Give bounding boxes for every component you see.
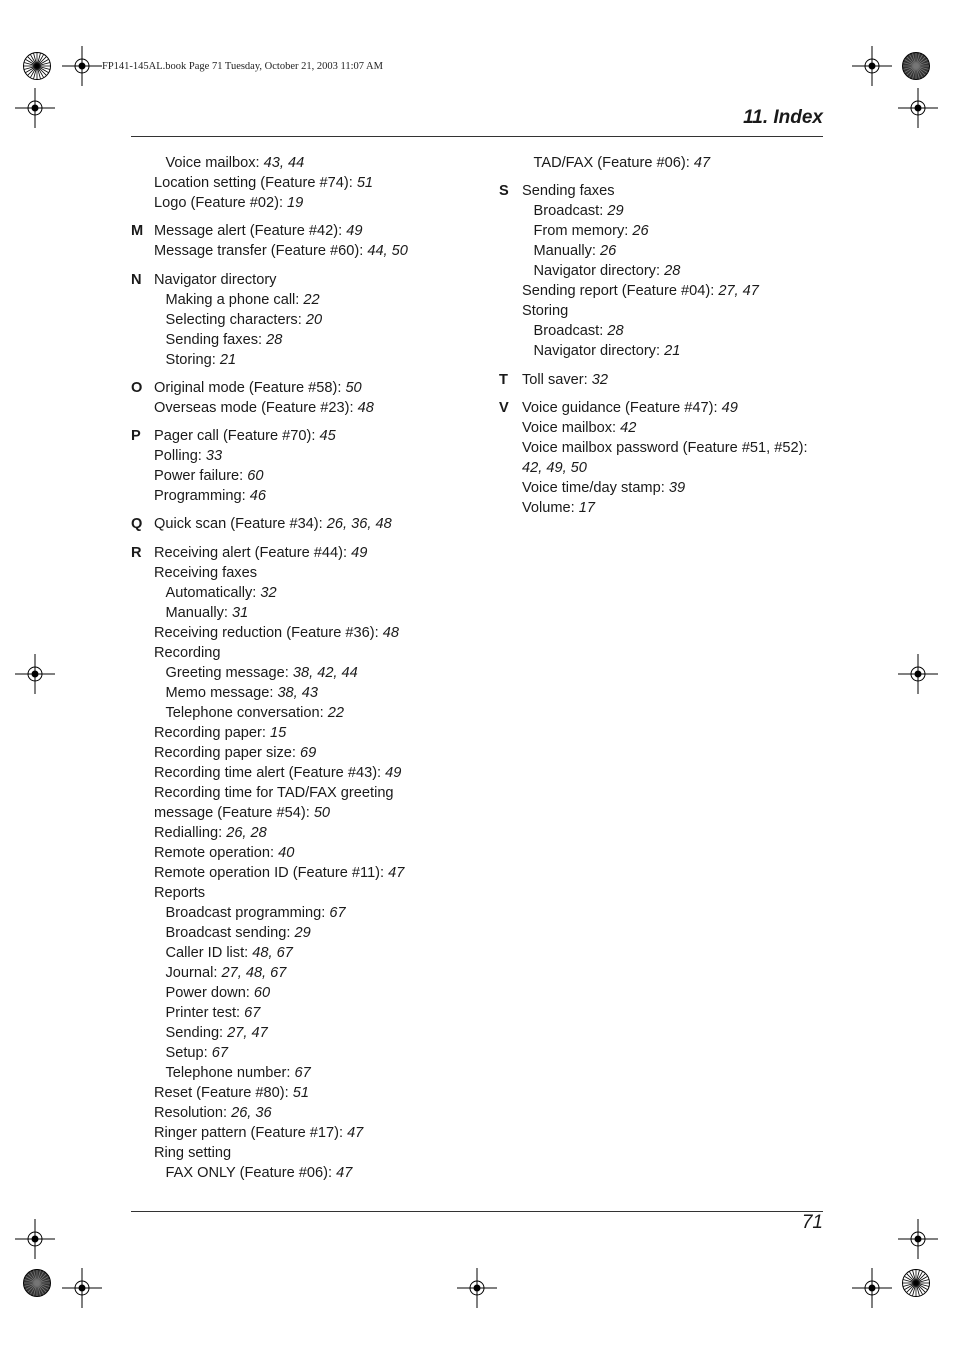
index-term: Journal: — [165, 964, 222, 981]
index-entry — [154, 823, 461, 843]
index-letter-heading: R — [131, 544, 142, 561]
index-term: Polling: — [154, 448, 206, 465]
index-subentry — [154, 703, 461, 723]
index-term: Selecting characters: — [165, 311, 306, 328]
index-page-refs: 29 — [294, 924, 311, 941]
index-page-refs: 47 — [693, 155, 711, 171]
index-letter-group — [131, 543, 461, 1183]
index-letter-group — [499, 153, 829, 173]
index-letter-heading: M — [131, 223, 144, 240]
index-column-left — [131, 153, 461, 1191]
index-entry — [522, 478, 829, 498]
index-subentry — [154, 963, 461, 983]
index-term: Voice mailbox: — [522, 419, 621, 436]
registration-crosshair-icon — [898, 654, 938, 694]
index-subentry — [154, 923, 461, 943]
index-term: Original mode (Feature #58): — [154, 379, 346, 396]
index-page-refs: 67 — [211, 1044, 228, 1061]
index-page-refs: 51 — [356, 175, 374, 191]
registration-crosshair-icon — [62, 1268, 102, 1308]
index-entry — [522, 181, 829, 201]
index-page-refs: 22 — [303, 291, 320, 308]
index-page-refs: 67 — [329, 904, 346, 921]
registration-crosshair-icon — [852, 46, 892, 86]
index-entry — [154, 723, 461, 743]
index-term: Voice mailbox password (Feature #51, #52): — [522, 439, 808, 456]
index-entry — [154, 378, 461, 398]
index-entry — [154, 1083, 461, 1103]
index-term: Resolution: — [154, 1104, 232, 1121]
index-subentry — [154, 330, 461, 350]
index-term: Toll saver: — [522, 371, 592, 388]
registration-crosshair-icon — [898, 1219, 938, 1259]
index-page-refs: 45 — [319, 428, 336, 445]
index-page-refs: 39 — [668, 479, 686, 496]
index-entry — [154, 643, 461, 663]
index-entry — [154, 543, 461, 563]
index-letter-group — [131, 270, 461, 370]
index-term: Navigator directory: — [533, 343, 665, 360]
index-term: Recording time for TAD/FAX greeting — [154, 784, 394, 801]
index-entry — [154, 1103, 461, 1123]
index-page-refs: 50 — [345, 379, 362, 396]
index-entry — [154, 743, 461, 763]
index-entry — [154, 763, 461, 783]
index-term: Telephone conversation: — [165, 704, 328, 721]
index-entry — [154, 398, 461, 418]
index-page-refs: 21 — [219, 351, 237, 368]
index-page-refs: 49 — [385, 764, 402, 781]
index-page-refs: 46 — [249, 488, 266, 505]
index-page-refs: 26, 36 — [231, 1104, 272, 1121]
registration-crosshair-icon — [62, 46, 102, 86]
index-page-refs: 29 — [607, 203, 624, 220]
index-entry — [154, 221, 461, 241]
index-page-refs: 32 — [591, 371, 608, 388]
index-subentry — [154, 983, 461, 1003]
index-letter-heading: O — [131, 379, 143, 396]
index-entry — [522, 418, 829, 438]
index-page-refs: 42, 49, 50 — [522, 459, 587, 476]
index-entry — [154, 241, 461, 261]
index-entry — [154, 563, 461, 583]
index-term: From memory: — [533, 223, 633, 240]
index-entry — [154, 1123, 461, 1143]
index-term: Greeting message: — [165, 664, 293, 681]
index-term: Recording — [154, 644, 221, 661]
index-term: Ringer pattern (Feature #17): — [154, 1124, 348, 1141]
index-page-refs: 26, 28 — [226, 824, 267, 841]
index-page-refs: 43, 44 — [263, 155, 305, 171]
index-letter-group — [131, 426, 461, 506]
index-page-refs: 47 — [347, 1124, 364, 1141]
index-term: Making a phone call: — [165, 291, 304, 308]
index-subentry — [154, 1003, 461, 1023]
index-subentry — [154, 943, 461, 963]
index-term: FAX ONLY (Feature #06): — [165, 1164, 337, 1181]
index-page-refs: 49 — [346, 223, 363, 240]
index-page-refs: 27, 48, 67 — [221, 964, 287, 981]
index-column-right — [499, 153, 829, 526]
index-entry — [522, 458, 829, 478]
index-letter-group — [499, 370, 829, 390]
index-term: Message transfer (Feature #60): — [154, 243, 368, 260]
index-entry — [154, 863, 461, 883]
index-entry — [522, 281, 829, 301]
index-page-refs: 31 — [232, 604, 249, 621]
index-term: Broadcast: — [533, 203, 608, 220]
index-page-refs: 20 — [305, 311, 323, 328]
index-page-refs: 42 — [620, 419, 637, 436]
index-term: Voice guidance (Feature #47): — [522, 399, 722, 416]
index-subentry — [154, 583, 461, 603]
index-term: Volume: — [522, 499, 579, 516]
index-page-refs: 44, 50 — [367, 243, 408, 260]
print-header: FP141-145AL.book Page 71 Tuesday, October 21, 2003 11:07 AM — [102, 61, 383, 72]
index-page-refs: 26 — [632, 223, 649, 240]
index-letter-group — [131, 221, 461, 261]
index-subentry — [154, 350, 461, 370]
index-term: Storing: — [165, 351, 220, 368]
index-subentry — [154, 603, 461, 623]
index-subentry — [522, 221, 829, 241]
index-page-refs: 48, 67 — [252, 944, 293, 961]
index-term: Sending faxes — [522, 183, 615, 200]
index-page-refs: 51 — [292, 1084, 309, 1101]
index-page-refs: 48 — [382, 624, 399, 641]
index-subentry — [154, 1023, 461, 1043]
index-entry — [154, 514, 461, 534]
index-term: Power down: — [165, 984, 254, 1001]
index-subentry — [154, 1163, 461, 1183]
index-page-refs: 28 — [664, 263, 681, 280]
index-letter-heading: T — [499, 371, 508, 388]
index-term: Remote operation ID (Feature #11): — [154, 864, 389, 881]
index-entry — [522, 498, 829, 518]
index-entry — [154, 173, 461, 193]
index-page-refs: 21 — [664, 343, 681, 360]
index-term: Sending: — [165, 1024, 228, 1041]
index-entry — [522, 438, 829, 458]
index-term: Location setting (Feature #74): — [154, 175, 357, 191]
registration-crosshair-icon — [15, 88, 55, 128]
index-subentry — [522, 261, 829, 281]
index-subentry — [522, 341, 829, 361]
index-term: Broadcast: — [533, 323, 608, 340]
index-page-refs: 27, 47 — [227, 1024, 268, 1041]
index-subentry — [522, 153, 829, 173]
index-term: Power failure: — [154, 468, 248, 485]
index-term: Printer test: — [165, 1004, 245, 1021]
page-number: 71 — [801, 1212, 823, 1233]
index-page-refs: 67 — [294, 1064, 311, 1081]
index-term: Storing — [522, 303, 569, 320]
index-entry — [522, 370, 829, 390]
index-entry — [154, 883, 461, 903]
index-letter-group — [499, 398, 829, 518]
index-entry — [154, 623, 461, 643]
index-page-refs: 47 — [388, 864, 405, 881]
index-term: Sending faxes: — [165, 331, 267, 348]
index-letter-group — [131, 378, 461, 418]
index-page-refs: 38, 43 — [277, 684, 319, 701]
index-letter-heading: Q — [131, 516, 143, 533]
index-subentry — [154, 1043, 461, 1063]
index-page-refs: 60 — [253, 984, 271, 1001]
section-title: 11. Index — [743, 107, 823, 128]
index-term: message (Feature #54): — [154, 804, 314, 821]
index-letter-heading: N — [131, 271, 142, 288]
index-term: Broadcast sending: — [165, 924, 295, 941]
index-subentry — [522, 321, 829, 341]
color-target-icon — [23, 52, 51, 85]
index-term: Quick scan (Feature #34): — [154, 516, 327, 533]
index-term: Ring setting — [154, 1144, 232, 1161]
index-entry — [154, 783, 461, 803]
index-entry — [154, 466, 461, 486]
index-term: Sending report (Feature #04): — [522, 283, 719, 300]
index-term: Reset (Feature #80): — [154, 1084, 293, 1101]
index-page-refs: 22 — [327, 704, 344, 721]
registration-crosshair-icon — [898, 88, 938, 128]
index-term: Receiving faxes — [154, 564, 258, 581]
index-term: Recording paper size: — [154, 744, 301, 761]
index-page-refs: 32 — [260, 584, 277, 601]
index-term: Manually: — [165, 604, 233, 621]
header-rule — [131, 136, 823, 137]
index-entry — [154, 270, 461, 290]
index-term: Pager call (Feature #70): — [154, 428, 320, 445]
index-subentry — [522, 241, 829, 261]
index-page-refs: 28 — [607, 323, 624, 340]
index-page-refs: 69 — [300, 744, 317, 761]
index-entry — [154, 426, 461, 446]
index-entry — [154, 803, 461, 823]
index-subentry — [154, 1063, 461, 1083]
index-term: Navigator directory: — [533, 263, 665, 280]
index-term: Voice time/day stamp: — [522, 479, 669, 496]
index-entry — [522, 398, 829, 418]
index-subentry — [154, 310, 461, 330]
index-term: Remote operation: — [154, 844, 279, 861]
index-term: Logo (Feature #02): — [154, 195, 288, 211]
index-entry — [154, 1143, 461, 1163]
index-term: Setup: — [165, 1044, 212, 1061]
index-term: Voice mailbox: — [165, 155, 264, 171]
index-term: Reports — [154, 884, 206, 901]
index-letter-group — [131, 514, 461, 534]
index-page-refs: 38, 42, 44 — [292, 664, 358, 681]
index-letter-heading: S — [499, 183, 509, 200]
index-entry — [154, 486, 461, 506]
index-page-refs: 49 — [351, 544, 368, 561]
index-page-refs: 49 — [721, 399, 738, 416]
color-target-icon — [902, 52, 930, 85]
index-page-refs: 48 — [357, 399, 374, 416]
index-term: Telephone number: — [165, 1064, 295, 1081]
index-subentry — [154, 683, 461, 703]
index-term: Overseas mode (Feature #23): — [154, 399, 358, 416]
index-page-refs: 27, 47 — [718, 283, 759, 300]
index-term: Broadcast programming: — [165, 904, 330, 921]
index-term: Caller ID list: — [165, 944, 253, 961]
index-entry — [154, 446, 461, 466]
index-subentry — [522, 201, 829, 221]
registration-crosshair-icon — [852, 1268, 892, 1308]
index-page-refs: 17 — [578, 499, 596, 516]
index-page-refs: 28 — [266, 331, 283, 348]
index-page-refs: 67 — [244, 1004, 261, 1021]
index-term: Memo message: — [165, 684, 278, 701]
index-subentry — [154, 903, 461, 923]
registration-crosshair-icon — [15, 654, 55, 694]
index-term: Recording paper: — [154, 724, 271, 741]
index-term: Navigator directory — [154, 271, 277, 288]
index-letter-heading: P — [131, 428, 141, 445]
index-page-refs: 33 — [205, 448, 223, 465]
index-page-refs: 15 — [270, 724, 287, 741]
index-entry — [154, 193, 461, 213]
index-term: Receiving alert (Feature #44): — [154, 544, 352, 561]
color-target-icon — [23, 1269, 51, 1302]
registration-crosshair-icon — [457, 1268, 497, 1308]
index-term: TAD/FAX (Feature #06): — [533, 155, 694, 171]
index-subentry — [154, 663, 461, 683]
index-page-refs: 40 — [278, 844, 295, 861]
index-term: Message alert (Feature #42): — [154, 223, 347, 240]
index-subentry — [154, 290, 461, 310]
index-letter-heading: V — [499, 399, 509, 416]
index-page-refs: 26 — [600, 243, 617, 260]
index-letter-group — [131, 153, 461, 213]
index-page-refs: 50 — [313, 804, 331, 821]
index-letter-group — [499, 181, 829, 361]
registration-crosshair-icon — [15, 1219, 55, 1259]
index-page-refs: 19 — [287, 195, 304, 211]
index-page-refs: 47 — [336, 1164, 353, 1181]
index-term: Automatically: — [165, 584, 261, 601]
index-term: Recording time alert (Feature #43): — [154, 764, 386, 781]
index-term: Redialling: — [154, 824, 227, 841]
index-entry — [154, 843, 461, 863]
index-term: Receiving reduction (Feature #36): — [154, 624, 383, 641]
index-entry — [522, 301, 829, 321]
index-term: Manually: — [533, 243, 601, 260]
index-subentry — [154, 153, 461, 173]
index-page-refs: 60 — [247, 468, 264, 485]
index-term: Programming: — [154, 488, 250, 505]
footer-rule — [131, 1211, 823, 1212]
index-page-refs: 26, 36, 48 — [326, 516, 392, 533]
color-target-icon — [902, 1269, 930, 1302]
